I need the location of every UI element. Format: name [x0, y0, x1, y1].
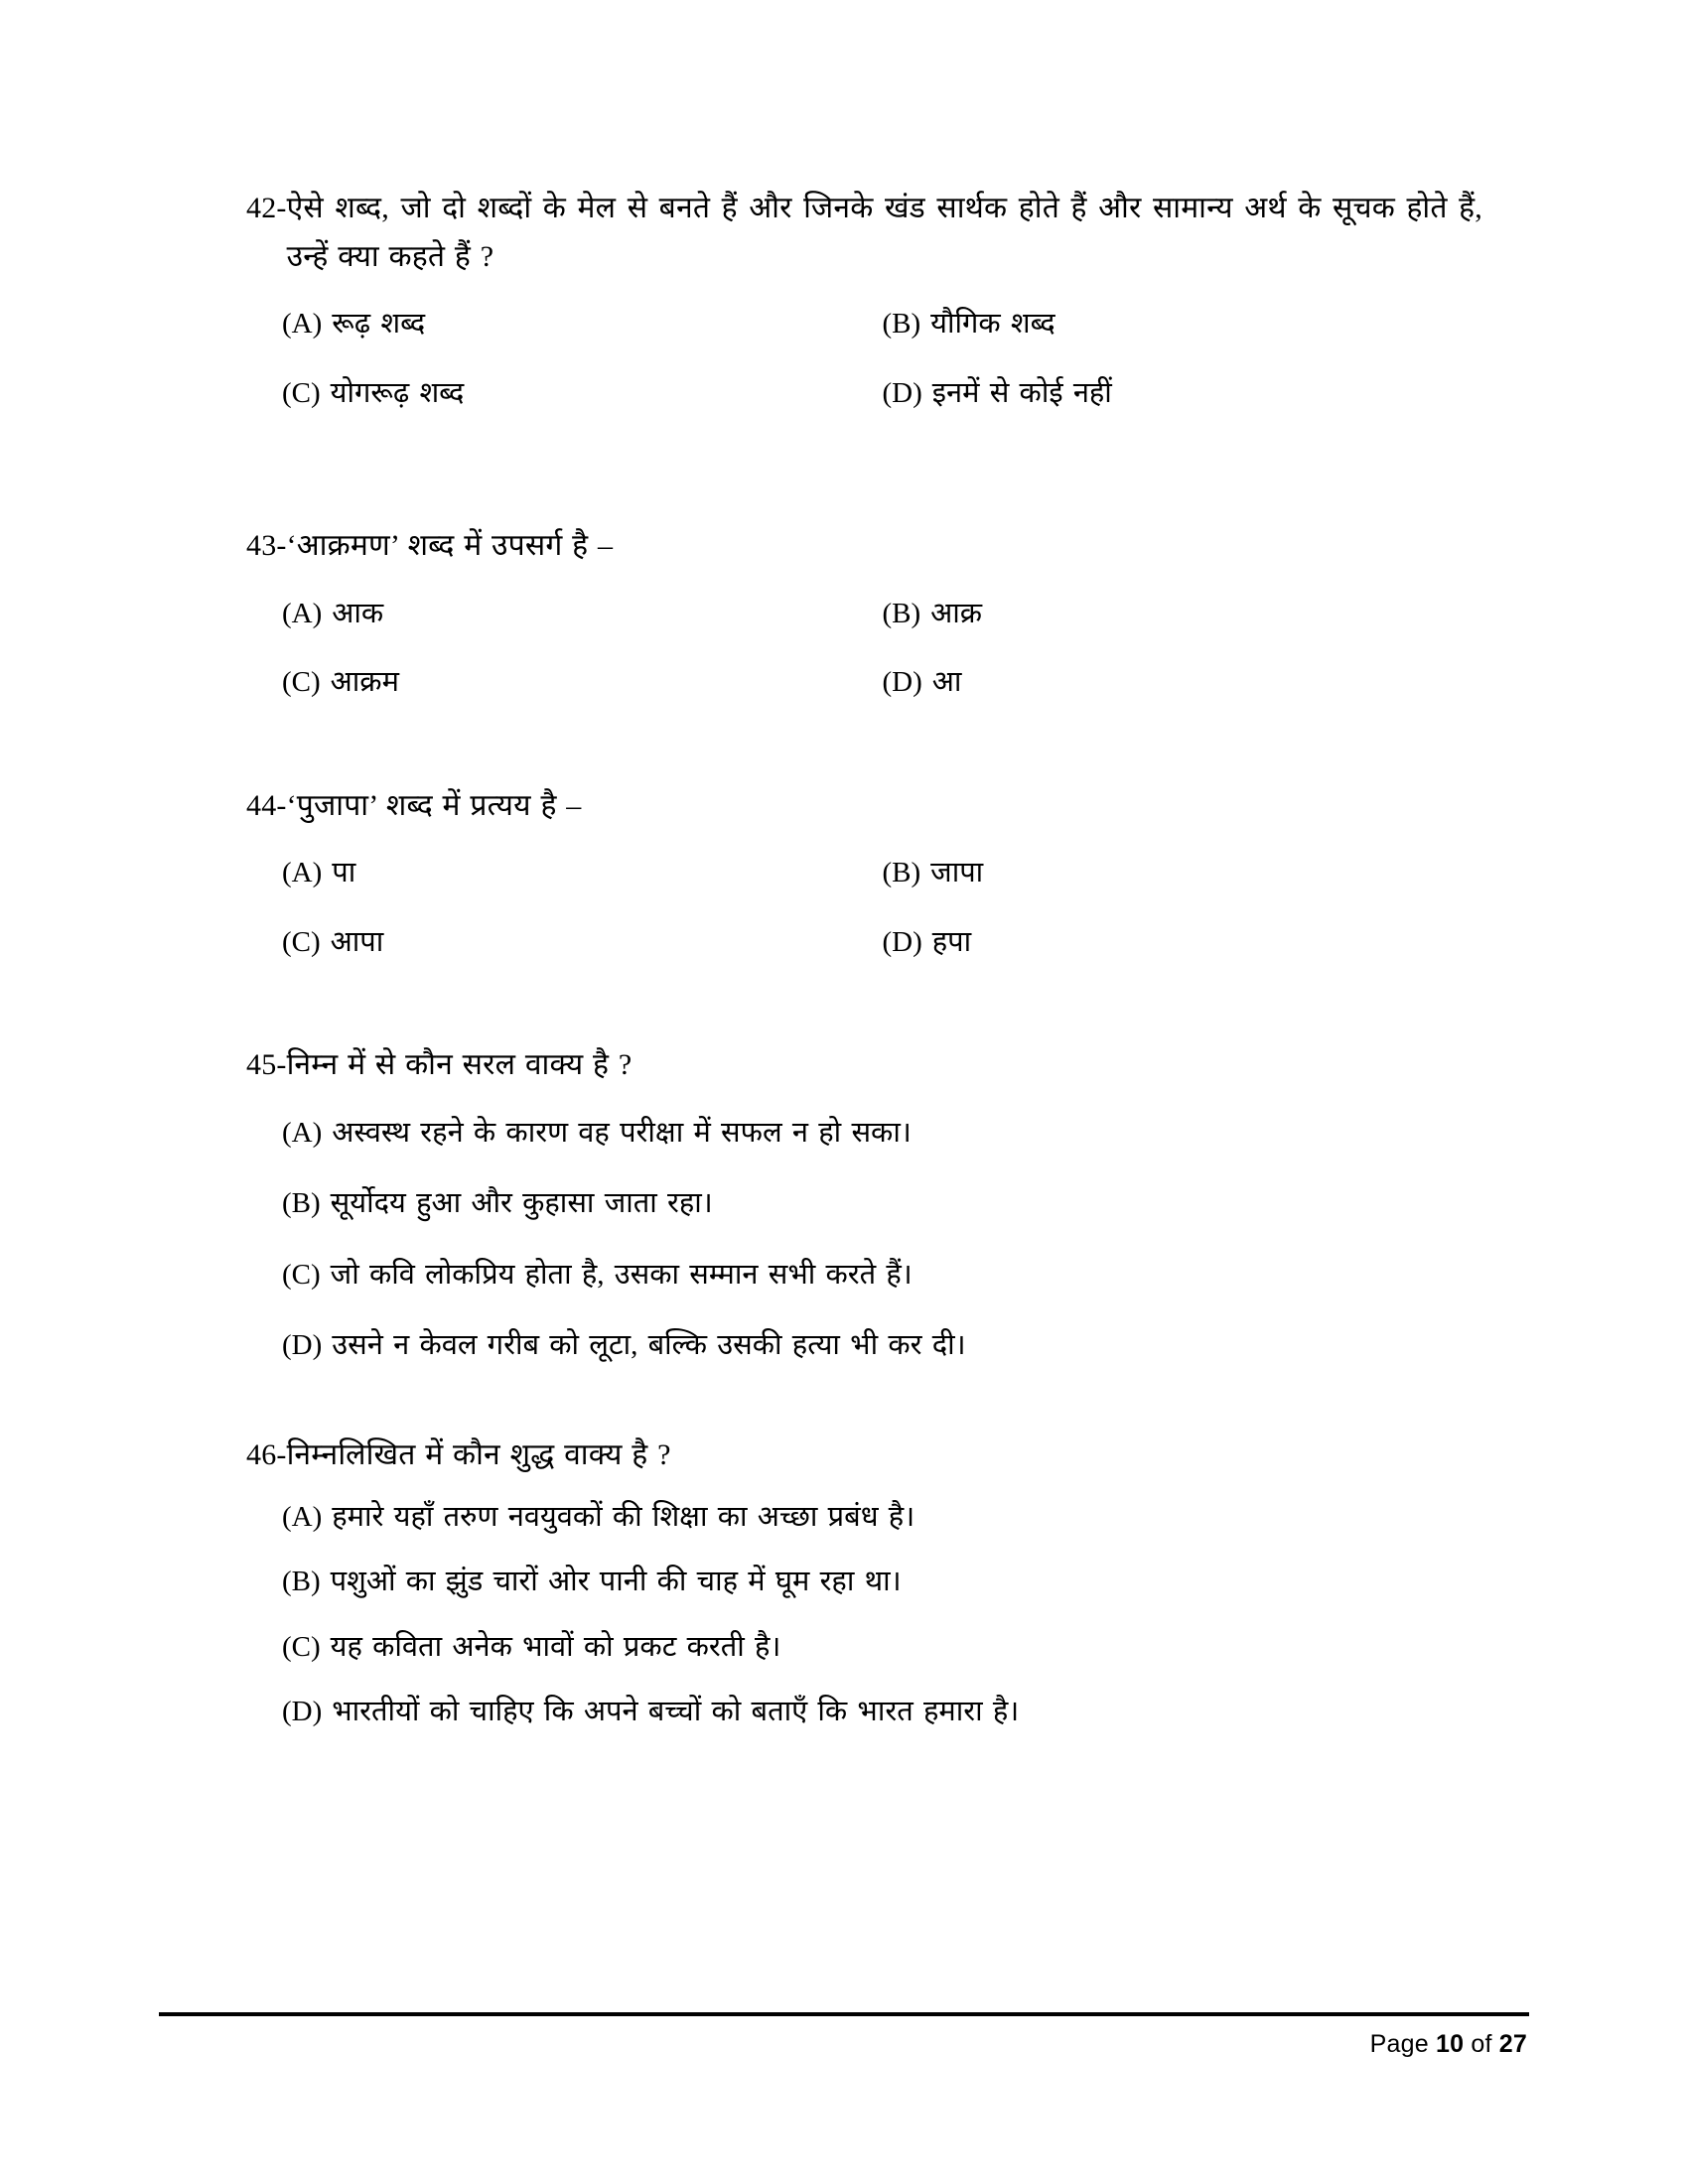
question-46-text: निम्नलिखित में कौन शुद्ध वाक्य है ?	[286, 1437, 671, 1471]
option-label: (B)	[282, 1566, 321, 1598]
question-45-option-a[interactable]	[282, 1112, 1482, 1156]
questions-container	[246, 185, 1482, 1734]
option-label: (D)	[882, 376, 922, 409]
question-45-option-c[interactable]	[282, 1254, 1482, 1297]
question-44-text: ‘पुजापा’ शब्द में प्रत्यय है –	[286, 788, 582, 822]
option-label: (A)	[282, 857, 323, 889]
question-45-number: 45-	[246, 1048, 287, 1082]
option-text: रूढ़ शब्द	[332, 308, 426, 341]
question-42	[246, 185, 1482, 415]
option-label: (C)	[282, 925, 321, 958]
option-text: यौगिक शब्द	[930, 308, 1055, 341]
option-text: आक	[332, 597, 384, 629]
option-label: (D)	[282, 1329, 323, 1362]
question-44-stem	[246, 782, 1482, 831]
question-42-options	[246, 303, 1482, 415]
option-label: (A)	[282, 1500, 323, 1533]
question-42-text: ऐसे शब्द, जो दो शब्दों के मेल से बनते हैं और जिनके खंड सार्थक होते हैं और सामान्य अर्थ के सूचक होते हैं, उन्हें क्या कहते हैं ?	[286, 192, 1482, 273]
question-43-option-c[interactable]	[282, 661, 883, 705]
question-45-text: निम्न में से कौन सरल वाक्य है ?	[286, 1048, 633, 1082]
question-44	[246, 782, 1482, 965]
option-label: (A)	[282, 597, 323, 629]
footer-divider	[159, 2012, 1529, 2016]
option-text: पा	[332, 857, 356, 889]
option-text: हपा	[931, 925, 972, 958]
question-46-option-a[interactable]	[282, 1496, 1482, 1540]
question-42-option-a[interactable]	[282, 303, 883, 346]
option-row	[282, 1561, 1482, 1604]
option-text: अस्वस्थ रहने के कारण वह परीक्षा में सफल न हो सका।	[332, 1116, 912, 1149]
question-45	[246, 1041, 1482, 1368]
question-46-options	[246, 1496, 1482, 1734]
option-text: आक्र	[930, 597, 983, 629]
option-row	[282, 1182, 1482, 1226]
footer-separator: of	[1464, 2030, 1499, 2058]
question-45-option-b[interactable]	[282, 1182, 1482, 1226]
question-43-options	[246, 593, 1482, 705]
option-row	[282, 921, 1482, 965]
option-row	[282, 303, 1482, 346]
option-label: (C)	[282, 376, 321, 409]
question-46-option-c[interactable]	[282, 1626, 1482, 1670]
option-label: (C)	[282, 666, 321, 699]
question-45-option-d[interactable]	[282, 1324, 1482, 1368]
option-label: (A)	[282, 1116, 323, 1149]
question-44-options	[246, 852, 1482, 964]
question-44-number: 44-	[246, 788, 287, 822]
option-text: इनमें से कोई नहीं	[931, 376, 1112, 409]
option-text: जापा	[930, 857, 984, 889]
option-label: (D)	[882, 925, 922, 958]
option-row	[282, 1626, 1482, 1670]
question-43-option-a[interactable]	[282, 593, 883, 636]
option-text: सूर्योदय हुआ और कुहासा जाता रहा।	[330, 1187, 713, 1220]
question-45-stem	[246, 1041, 1482, 1090]
spacer	[246, 488, 1482, 522]
option-text: आ	[931, 666, 962, 699]
option-text: आपा	[330, 925, 384, 958]
question-43-text: ‘आक्रमण’ शब्द में उपसर्ग है –	[286, 529, 614, 563]
option-label: (B)	[882, 308, 921, 341]
option-label: (D)	[282, 1696, 323, 1728]
option-text: हमारे यहाँ तरुण नवयुवकों की शिक्षा का अच्छा प्रबंध है।	[332, 1500, 915, 1533]
question-46-option-b[interactable]	[282, 1561, 1482, 1604]
question-42-option-b[interactable]	[883, 303, 1483, 346]
option-row	[282, 852, 1482, 895]
option-text: पशुओं का झुंड चारों ओर पानी की चाह में घूम रहा था।	[330, 1566, 902, 1598]
question-42-number: 42-	[246, 192, 287, 224]
question-42-stem	[246, 185, 1482, 281]
footer-total-pages: 27	[1498, 2030, 1527, 2058]
question-46	[246, 1432, 1482, 1734]
option-row	[282, 1254, 1482, 1297]
option-text: जो कवि लोकप्रिय होता है, उसका सम्मान सभी करते हैं।	[330, 1258, 913, 1291]
option-row	[282, 593, 1482, 636]
option-text: योगरूढ़ शब्द	[330, 376, 465, 409]
question-46-stem	[246, 1432, 1482, 1480]
footer-prefix: Page	[1369, 2030, 1437, 2058]
option-label: (D)	[882, 666, 922, 699]
question-42-option-d[interactable]	[883, 372, 1483, 416]
question-42-option-c[interactable]	[282, 372, 883, 416]
option-row	[282, 1324, 1482, 1368]
option-label: (B)	[882, 597, 921, 629]
page-footer	[159, 2012, 1529, 2059]
question-43-option-b[interactable]	[883, 593, 1483, 636]
option-row	[282, 372, 1482, 416]
option-label: (B)	[282, 1187, 321, 1220]
question-43-stem	[246, 522, 1482, 571]
option-row	[282, 1496, 1482, 1540]
question-46-option-d[interactable]	[282, 1691, 1482, 1734]
question-43-option-d[interactable]	[883, 661, 1483, 705]
option-text: उसने न केवल गरीब को लूटा, बल्कि उसकी हत्या भी कर दी।	[332, 1329, 966, 1362]
option-label: (C)	[282, 1630, 321, 1663]
option-text: आक्रम	[330, 666, 399, 699]
option-row	[282, 1112, 1482, 1156]
option-label: (A)	[282, 308, 323, 341]
question-44-option-b[interactable]	[883, 852, 1483, 895]
option-text: यह कविता अनेक भावों को प्रकट करती है।	[330, 1630, 781, 1663]
question-43	[246, 522, 1482, 705]
option-label: (B)	[882, 857, 921, 889]
question-43-number: 43-	[246, 529, 287, 563]
footer-current-page: 10	[1436, 2030, 1465, 2058]
question-46-number: 46-	[246, 1437, 287, 1471]
question-44-option-d[interactable]	[883, 921, 1483, 965]
page-number-text	[159, 2030, 1529, 2059]
question-44-option-c[interactable]	[282, 921, 883, 965]
option-label: (C)	[282, 1258, 321, 1291]
question-45-options	[246, 1112, 1482, 1368]
question-44-option-a[interactable]	[282, 852, 883, 895]
option-row	[282, 661, 1482, 705]
option-text: भारतीयों को चाहिए कि अपने बच्चों को बताएँ कि भारत हमारा है।	[332, 1696, 1020, 1728]
option-row	[282, 1691, 1482, 1734]
